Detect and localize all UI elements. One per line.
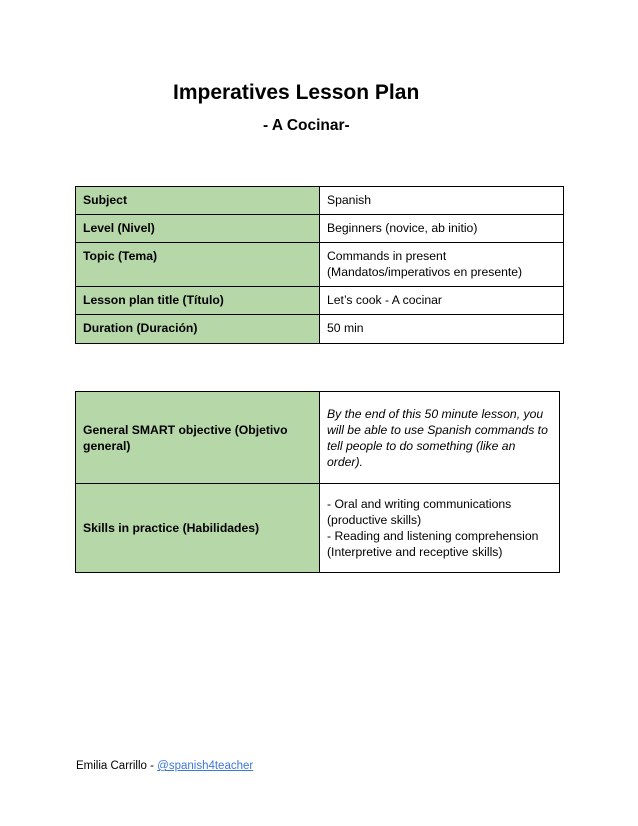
table-row bbox=[76, 243, 564, 287]
lesson-info-table bbox=[75, 186, 564, 344]
skills-line-2: - Reading and listening comprehension (Interpretive and receptive skills) bbox=[327, 529, 539, 559]
row-value-smart-objective: By the end of this 50 minute lesson, you will be able to use Spanish commands to tell people to do something (like an order). bbox=[320, 392, 560, 484]
row-value-title: Let’s cook - A cocinar bbox=[320, 287, 564, 315]
row-value-level: Beginners (novice, ab initio) bbox=[320, 215, 564, 243]
footer-author: Emilia Carrillo - bbox=[76, 760, 158, 772]
table-row bbox=[76, 315, 564, 344]
document-title-text: Imperatives Lesson Plan bbox=[173, 81, 420, 104]
footer-handle-link[interactable]: @spanish4teacher bbox=[157, 760, 254, 772]
row-value-subject: Spanish bbox=[320, 187, 564, 215]
page-footer bbox=[76, 759, 253, 773]
row-label-skills: Skills in practice (Habilidades) bbox=[76, 484, 320, 573]
row-label-topic: Topic (Tema) bbox=[76, 243, 320, 287]
row-value-skills bbox=[320, 484, 560, 573]
row-label-subject: Subject bbox=[76, 187, 320, 215]
row-value-duration: 50 min bbox=[320, 315, 564, 344]
row-value-topic bbox=[320, 243, 564, 287]
objectives-table bbox=[75, 391, 560, 573]
table-row bbox=[76, 187, 564, 215]
row-label-duration: Duration (Duración) bbox=[76, 315, 320, 344]
topic-line-2: (Mandatos/imperativos en presente) bbox=[327, 265, 523, 279]
table-row bbox=[76, 392, 560, 484]
topic-line-1: Commands in present bbox=[327, 249, 447, 263]
row-label-title: Lesson plan title (Título) bbox=[76, 287, 320, 315]
row-label-smart-objective: General SMART objective (Objetivo general) bbox=[76, 392, 320, 484]
skills-line-1: - Oral and writing communications (productive skills) bbox=[327, 497, 512, 527]
table-row bbox=[76, 287, 564, 315]
document-subtitle: - A Cocinar- bbox=[263, 117, 350, 134]
table-row bbox=[76, 484, 560, 573]
table-row bbox=[76, 215, 564, 243]
row-label-level: Level (Nivel) bbox=[76, 215, 320, 243]
